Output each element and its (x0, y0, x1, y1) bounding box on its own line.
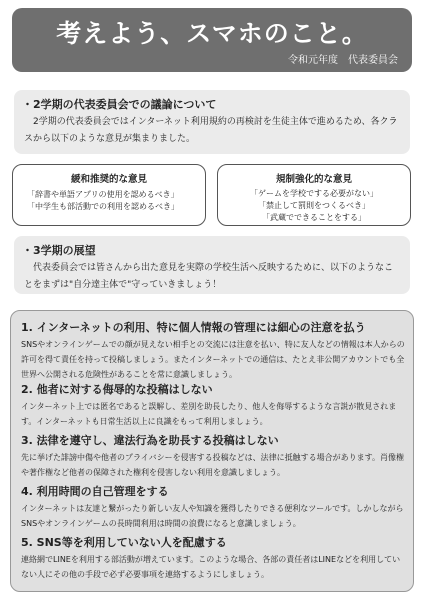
guideline-item (21, 319, 405, 382)
guideline-item (21, 534, 405, 582)
guideline-heading: 4. 利用時間の自己管理をする (21, 485, 169, 498)
guideline-body: SNSやオンラインゲームでの顔が見えない相手との交流には注意を払い、特に友人などの情報は本人からの許可を得て責任を持って投稿しましょう。またインターネットでの通信は、たとえ非公開アカウントでも全世界へ公開される危険性があることを常に意識しましょう。 (21, 340, 405, 379)
guideline-item (21, 432, 405, 480)
outlook-panel (14, 236, 410, 294)
discussion-heading: ・2学期の代表委員会での議論について (22, 98, 217, 111)
discussion-panel (14, 90, 410, 154)
header-banner (12, 8, 412, 72)
outlook-heading: ・3学期の展望 (22, 244, 96, 257)
guideline-item (21, 381, 405, 429)
opinion-item: 「禁止して罰則をつくるべき」 (258, 201, 370, 210)
guideline-body: 先に挙げた誹謗中傷や他者のプライバシーを侵害する投稿などは、法律に抵触する場合があります。肖像権や著作権など他者の保障された権利を侵害しない利用を意識しましょう。 (21, 453, 404, 477)
guideline-heading: 3. 法律を遵守し、違法行為を助長する投稿はしない (21, 434, 279, 447)
guideline-body: 連絡網でLINEを利用する部活動が増えています。このような場合、各部の責任者はLINEなどを利用していない人にその他の手段で必ず必要事項を連絡するようにしましょう。 (21, 555, 401, 579)
guideline-heading: 5. SNS等を利用していない人を配慮する (21, 536, 227, 549)
opinion-item: 「辞書や単語アプリの使用を認めるべき」 (27, 190, 179, 199)
guideline-item (21, 483, 405, 531)
opinion-item: 「ゲームを学校でする必要がない」 (250, 189, 378, 198)
regulation-opinions-title: 規制強化的な意見 (275, 174, 352, 185)
guideline-heading: 1. インターネットの利用、特に個人情報の管理には細心の注意を払う (21, 321, 366, 334)
regulation-opinions-box (217, 164, 411, 226)
opinion-item: 「武蔵でできることをする」 (262, 213, 366, 222)
committee-subtitle: 令和元年度 代表委員会 (288, 55, 398, 66)
relaxation-opinions-title: 緩和推奨的な意見 (70, 174, 147, 185)
relaxation-opinions-box (12, 164, 206, 226)
outlook-text: 代表委員会では皆さんから出た意見を実際の学校生活へ反映するために、以下のようなことをまずは"自分達主体で"守っていきましょう！ (24, 263, 394, 290)
guideline-body: インターネットは友達と繋がったり新しい友人や知識を獲得したりできる便利なツールです。しかしながらSNSやオンラインゲームの長時間利用は時間の浪費になると意識しましょう。 (21, 504, 404, 528)
guidelines-box (10, 310, 414, 592)
page-title: 考えよう、スマホのこと。 (56, 19, 368, 48)
opinion-item: 「中学生も部活動での利用を認めるべき」 (27, 202, 179, 211)
guideline-body: インターネット上では匿名であると誤解し、差別を助長したり、他人を侮辱するような言説が散見されます。インターネットも日常生活以上に良識をもって利用しましょう。 (21, 402, 397, 426)
guideline-heading: 2. 他者に対する侮辱的な投稿はしない (21, 383, 213, 396)
discussion-text: 2学期の代表委員会ではインターネット利用規約の再検討を生徒主体で進めるため、各クラスから以下のような意見が集まりました。 (24, 117, 398, 144)
